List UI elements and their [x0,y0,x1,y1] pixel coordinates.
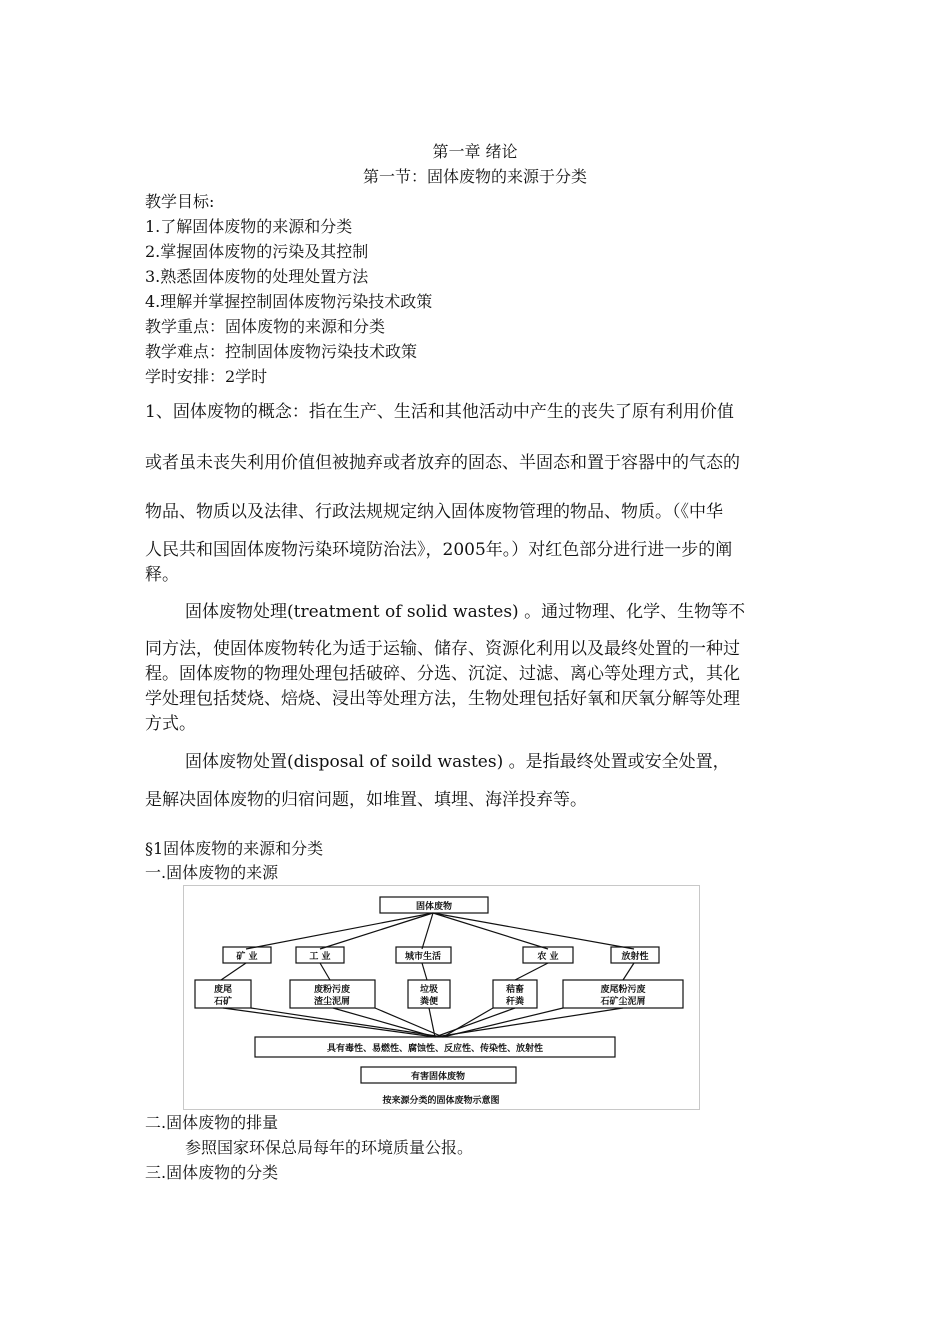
diagram-waste-label: 废尾粉污废 [600,985,646,995]
schedule: 学时安排：2学时 [145,367,268,386]
objective-item: 3.熟悉固体废物的处理处置方法 [145,267,369,286]
concept-line: 1、固体废物的概念：指在生产、生活和其他活动中产生的丧失了原有利用价值 [145,402,734,422]
treatment-line: 固体废物处理(treatment of solid wastes) 。通过物理、化学、生物等不 [185,602,746,622]
diagram-source-label: 工 业 [309,952,331,962]
diagram-properties-label: 具有毒性、易燃性、腐蚀性、反应性、传染性、放射性 [326,1044,544,1054]
treatment-line: 方式。 [145,714,196,734]
diagram-source-label: 放射性 [621,952,649,962]
concept-line: 释。 [145,565,179,585]
chapter-title: 第一章 绪论 [432,142,518,161]
diagram-source-label: 农 业 [537,952,559,962]
sub2-heading: 二.固体废物的排量 [145,1113,279,1132]
concept-line: 或者虽未丧失利用价值但被抛弃或者放弃的固态、半固态和置于容器中的气态的 [145,453,740,473]
sub1-heading: 一.固体废物的来源 [145,863,279,882]
diagram-waste-label: 垃圾 [419,985,439,995]
concept-line: 物品、物质以及法律、行政法规规定纳入固体废物管理的物品、物质。（《中华 [145,502,723,522]
diagram-waste-label: 粪便 [419,997,439,1007]
diagram-source-label: 矿 业 [236,952,258,962]
objective-item: 1.了解固体废物的来源和分类 [145,217,353,236]
section1-heading: §1固体废物的来源和分类 [145,839,324,858]
objectives-heading: 教学目标: [145,192,215,211]
diagram-waste-label: 石矿 [213,997,233,1007]
diagram-waste-label: 废尾 [213,985,233,995]
disposal-line: 固体废物处置(disposal of soild wastes) 。是指最终处置或安全处置， [185,752,730,772]
key-point: 教学重点：固体废物的来源和分类 [145,317,386,336]
diagram-waste-label: 秸畜 [505,985,525,995]
treatment-line: 学处理包括焚烧、焙烧、浸出等处理方法，生物处理包括好氧和厌氧分解等处理 [145,689,740,709]
difficult-point: 教学难点：控制固体废物污染技术政策 [145,342,418,361]
diagram-waste-label: 废粉污废 [313,985,351,995]
waste-source-diagram [183,885,700,1110]
disposal-line: 是解决固体废物的归宿问题，如堆置、填埋、海洋投弃等。 [145,790,587,810]
concept-line: 人民共和国固体废物污染环境防治法》，2005年。）对红色部分进行进一步的阐 [145,540,733,560]
diagram-source-label: 城市生活 [404,952,442,962]
section-title: 第一节：固体废物的来源于分类 [362,167,587,186]
diagram-waste-label: 渣尘泥屑 [313,997,351,1007]
diagram-waste-label: 石矿尘泥屑 [600,997,646,1007]
treatment-line: 同方法，使固体废物转化为适于运输、储存、资源化利用以及最终处置的一种过 [145,639,740,659]
sub3-heading: 三.固体废物的分类 [145,1163,279,1182]
diagram-root-label: 固体废物 [415,902,453,912]
diagram-hazardous-label: 有害固体废物 [410,1072,466,1082]
objective-item: 2.掌握固体废物的污染及其控制 [145,242,369,261]
diagram-waste-label: 秆粪 [505,997,525,1007]
sub2-text: 参照国家环保总局每年的环境质量公报。 [185,1138,474,1157]
objective-item: 4.理解并掌握控制固体废物污染技术政策 [145,292,433,311]
diagram-caption: 按来源分类的固体废物示意图 [382,1096,500,1106]
treatment-line: 程。固体废物的物理处理包括破碎、分选、沉淀、过滤、离心等处理方式，其化 [145,664,740,684]
